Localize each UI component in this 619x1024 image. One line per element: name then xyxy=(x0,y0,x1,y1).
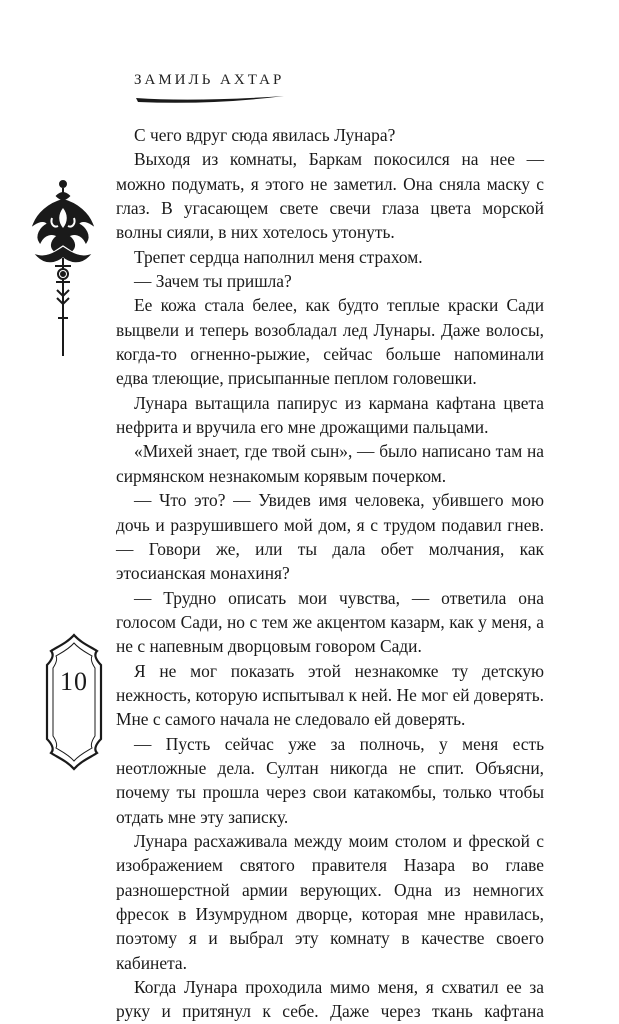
paragraph: Лунара расхаживала между моим столом и фреской с изображением святого правителя Назара во главе разношерстной армии верующих. Одна из немногих фресок в Изумрудном дворце, которая мне нравилась, поэтому я и выбрал эту комнату в качестве своего кабинета. xyxy=(116,830,544,973)
paragraph: Я не мог показать этой незнакомке ту детскую нежность, которую испытывал к ней. Не мог ей доверять. Мне с самого начала не следовало ей доверять. xyxy=(116,660,544,730)
paragraph: — Пусть сейчас уже за полночь, у меня есть неотложные дела. Султан никогда не спит. Объясни, почему ты прошла через свои катакомбы, только чтобы отдать мне эту записку. xyxy=(116,733,544,827)
paragraph: Когда Лунара проходила мимо меня, я схватил ее за руку и притянул к себе. Даже через ткань кафтана xyxy=(116,977,544,1022)
paragraph: Лунара вытащила папирус из кармана кафтана цвета нефрита и вручила его мне дрожащими пальцами. xyxy=(116,392,544,438)
running-header xyxy=(134,72,294,111)
paragraph: Выходя из комнаты, Баркам покосился на нее — можно подумать, я этого не заметил. Она сняла маску с глаз. В угасающем свете свечи глаза цвета морской волны сияли, в них хотелось утонуть. xyxy=(116,149,544,243)
paragraph: «Михей знает, где твой сын», — было написано там на сирмянском незнакомым корявым почерком. xyxy=(116,441,544,486)
body-text xyxy=(116,123,544,1024)
author-name: ЗАМИЛЬ АХТАР xyxy=(134,72,285,88)
header-swash-rule xyxy=(134,93,286,107)
page-number: 10 xyxy=(60,667,88,696)
paragraph: — Что это? — Увидев имя человека, убившего мою дочь и разрушившего мой дом, я с трудом подавил гнев. — Говори же, или ты дала обет молчания, как этосианская монахиня? xyxy=(116,490,544,584)
paragraph: Трепет сердца наполнил меня страхом. xyxy=(134,246,423,267)
paragraph: Ее кожа стала белее, как будто теплые краски Сади выцвели и теперь возобладал лед Лунары. Даже волосы, когда-то огненно-рыжие, сейчас больше напоминали едва тлеющие, присыпанные пеплом головешки. xyxy=(116,295,544,389)
paragraph: — Трудно описать мои чувства, — ответила она голосом Сади, но с тем же акцентом казарм, как у меня, а не с напевным дворцовым говором Сади. xyxy=(116,587,544,657)
paragraph: С чего вдруг сюда явилась Лунара? xyxy=(134,125,396,145)
paragraph: — Зачем ты пришла? xyxy=(134,271,292,292)
page-number-frame-icon xyxy=(43,633,105,771)
arabesque-ornament-icon xyxy=(28,178,98,358)
